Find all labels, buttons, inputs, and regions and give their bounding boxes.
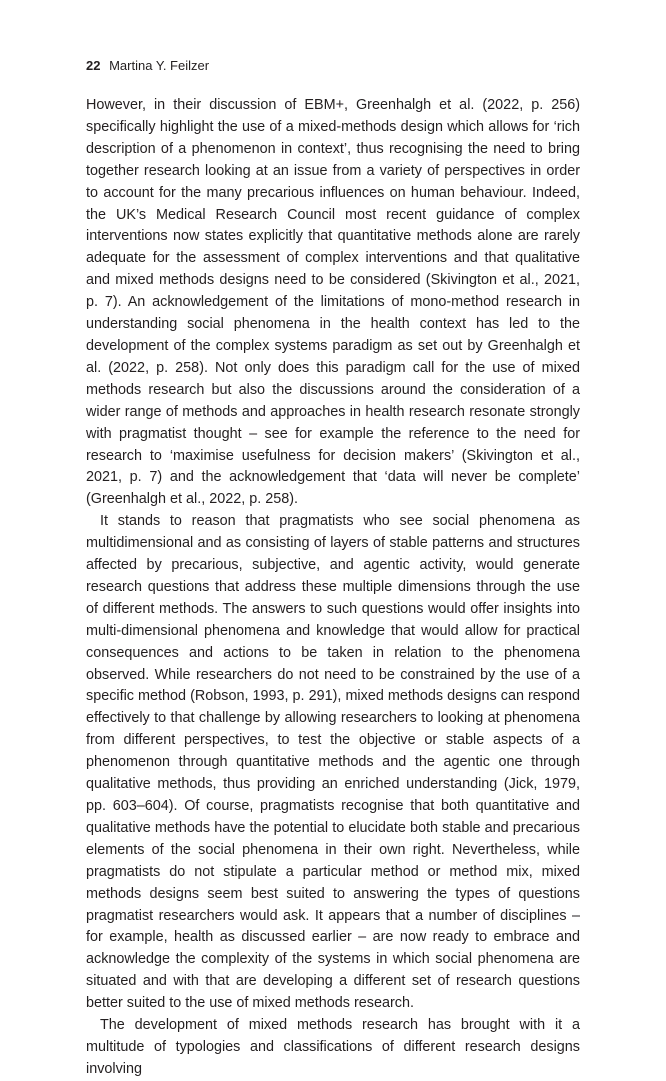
book-page (86, 58, 580, 1081)
body-text (86, 95, 580, 1081)
paragraph-ebm-plus: However, in their discussion of EBM+, Greenhalgh et al. (2022, p. 256) specifically highlight the use of a mixed-methods design which allows for ‘rich description of a phenomenon in context’, thus recognising the need to bring together research looking at an issue from a variety of perspectives in order to account for the many precarious influences on human behaviour. Indeed, the UK’s Medical Research Council most recent guidance of complex interventions now states explicitly that quantitative methods alone are rarely adequate for the assessment of complex interventions and that qualitative and mixed methods designs need to be considered (Skivington et al., 2021, p. 7). An acknowledgement of the limitations of mono-method research in understanding social phenomena in the health context has led to the development of the complex systems paradigm as set out by Greenhalgh et al. (2022, p. 258). Not only does this paradigm call for the use of mixed methods research but also the discussions around the consideration of a wider range of methods and approaches in health research resonate strongly with pragmatist thought – see for example the reference to the need for research to ‘maximise usefulness for decision makers’ (Skivington et al., 2021, p. 7) and the acknowledgement that ‘data will never be complete’ (Greenhalgh et al., 2022, p. 258). (86, 97, 580, 508)
running-head (86, 58, 580, 74)
author-name: Martina Y. Feilzer (109, 58, 210, 73)
paragraph-mixed-methods-development: The development of mixed methods research has brought with it a multitude of typologies and classifications of different research designs involving (86, 1017, 580, 1077)
paragraph-pragmatists-multidimensional: It stands to reason that pragmatists who see social phenomena as multidimensional and as consisting of layers of stable patterns and structures affected by precarious, subjective, and agentic activity, would generate research questions that address these multiple dimensions through the use of different methods. The answers to such questions would offer insights into multi-dimensional phenomena and knowledge that would allow for practical consequences and actions to be taken in relation to the phenomena observed. While researchers do not need to be constrained by the use of a specific method (Robson, 1993, p. 291), mixed methods designs can respond effectively to that challenge by allowing researchers to looking at phenomena from different perspectives, to test the objective or stable aspects of a phenomenon through quantitative methods and the agentic one through qualitative methods, thus providing an enriched understanding (Jick, 1979, pp. 603–604). Of course, pragmatists recognise that both quantitative and qualitative methods have the potential to elucidate both stable and precarious elements of the social phenomena in their own right. Nevertheless, while pragmatists do not stipulate a particular method or method mix, mixed methods designs seem best suited to answering the types of questions pragmatist researchers would ask. It appears that a number of disciplines – for example, health as discussed earlier – are now ready to embrace and acknowledge the complexity of the systems in which social phenomena are situated and with that are developing a different set of research questions better suited to the use of mixed methods research. (86, 513, 580, 1012)
page-number: 22 (86, 58, 101, 73)
